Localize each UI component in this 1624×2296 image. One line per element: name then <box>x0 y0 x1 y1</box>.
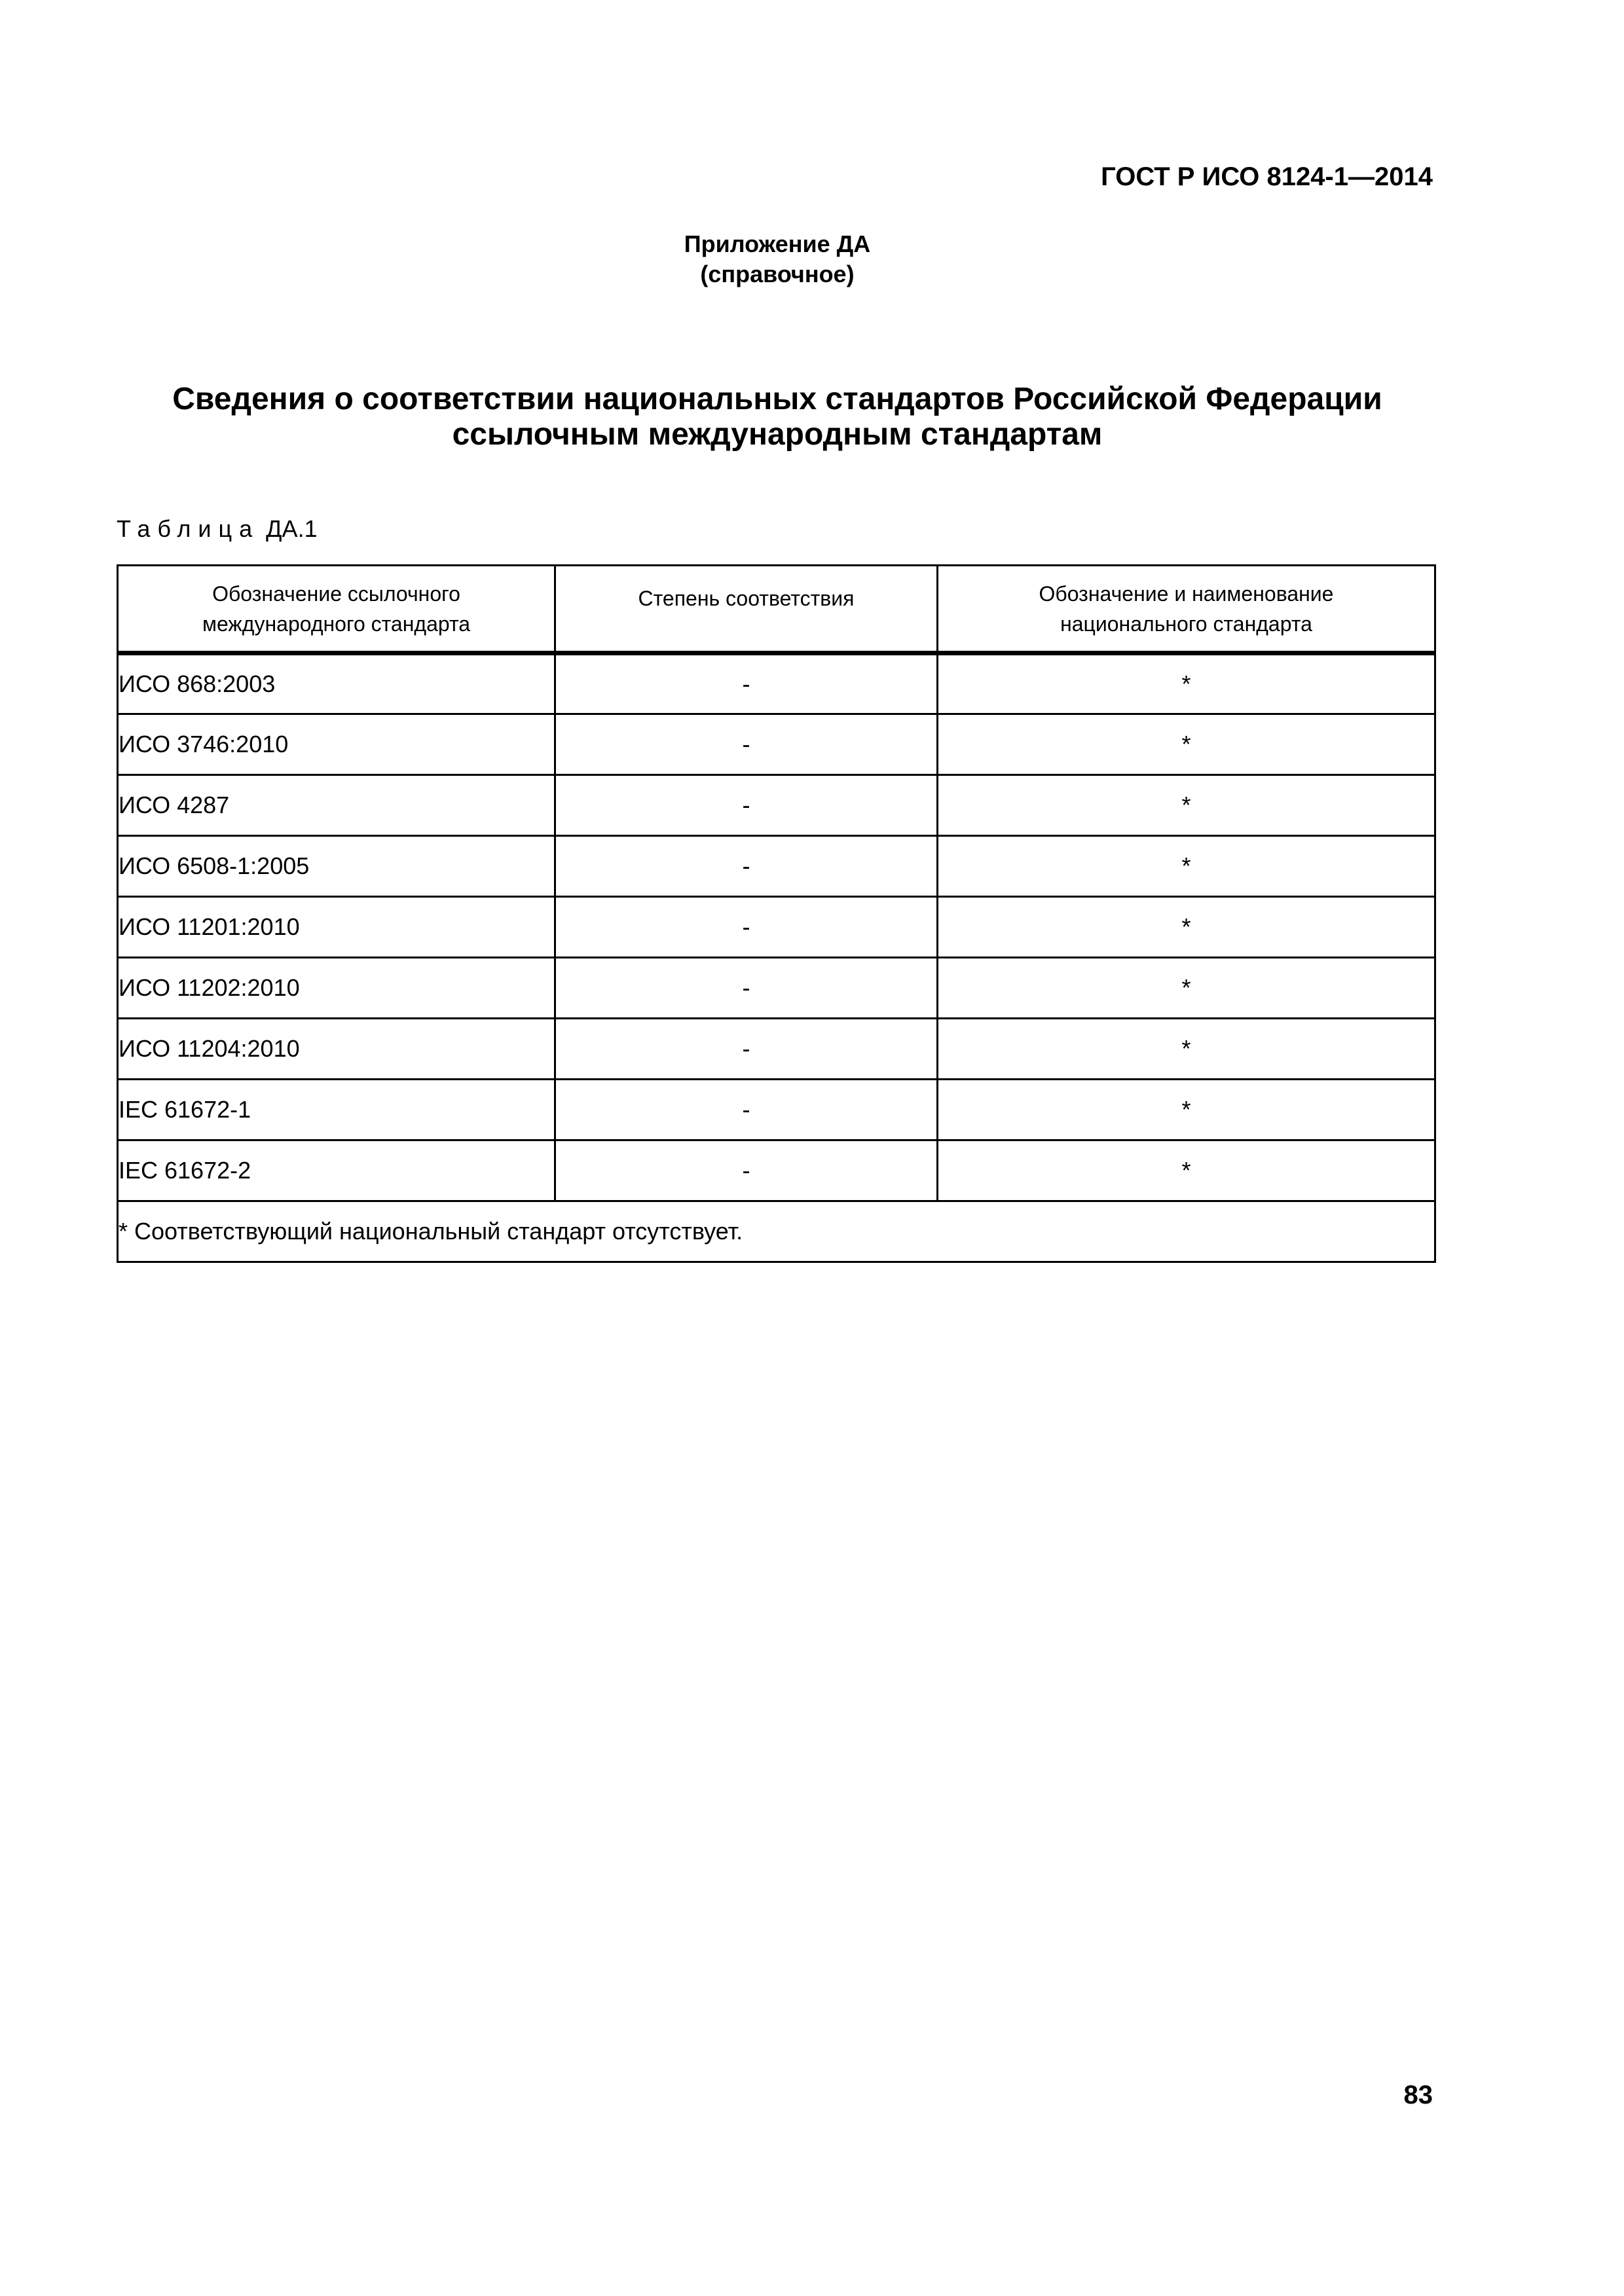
page-number: 83 <box>1403 2081 1433 2109</box>
cell-reference-standard: ИСО 4287 <box>118 775 555 836</box>
cell-national-standard: * <box>938 1019 1435 1080</box>
cell-degree: - <box>555 714 938 775</box>
cell-degree: - <box>555 1080 938 1140</box>
appendix-title: Приложение ДА <box>684 230 871 257</box>
table-footnote-row <box>118 1201 1435 1262</box>
cell-national-standard: * <box>938 1080 1435 1140</box>
standards-correspondence-table <box>117 564 1436 1263</box>
cell-reference-standard: IEC 61672-2 <box>118 1140 555 1201</box>
cell-reference-standard: ИСО 11202:2010 <box>118 958 555 1019</box>
table-row <box>118 714 1435 775</box>
cell-degree: - <box>555 958 938 1019</box>
cell-degree: - <box>555 775 938 836</box>
cell-degree: - <box>555 897 938 958</box>
table-row <box>118 653 1435 714</box>
cell-national-standard: * <box>938 1140 1435 1201</box>
table-row <box>118 958 1435 1019</box>
document-code: ГОСТ Р ИСО 8124-1—2014 <box>1101 162 1433 191</box>
cell-national-standard: * <box>938 714 1435 775</box>
cell-national-standard: * <box>938 897 1435 958</box>
cell-national-standard: * <box>938 958 1435 1019</box>
page-title-line-2: ссылочным международным стандартам <box>452 417 1103 452</box>
header-degree-of-correspondence: Степень соответствия <box>555 566 938 653</box>
cell-reference-standard: ИСО 11201:2010 <box>118 897 555 958</box>
cell-reference-standard: IEC 61672-1 <box>118 1080 555 1140</box>
appendix-heading <box>0 229 1555 289</box>
page-title-line-1: Сведения о соответствии национальных стандартов Российской Федерации <box>172 382 1382 416</box>
table-header-row <box>118 566 1435 653</box>
table-row <box>118 775 1435 836</box>
cell-reference-standard: ИСО 11204:2010 <box>118 1019 555 1080</box>
cell-national-standard: * <box>938 836 1435 897</box>
cell-reference-standard: ИСО 3746:2010 <box>118 714 555 775</box>
table-row <box>118 836 1435 897</box>
cell-degree: - <box>555 653 938 714</box>
cell-degree: - <box>555 1019 938 1080</box>
table-caption <box>117 517 318 541</box>
cell-reference-standard: ИСО 868:2003 <box>118 653 555 714</box>
table-row <box>118 897 1435 958</box>
header-national-standard: Обозначение и наименование национального стандарта <box>938 566 1435 653</box>
cell-reference-standard: ИСО 6508-1:2005 <box>118 836 555 897</box>
cell-national-standard: * <box>938 653 1435 714</box>
cell-national-standard: * <box>938 775 1435 836</box>
table-caption-word: Таблица <box>117 515 260 542</box>
cell-degree: - <box>555 1140 938 1201</box>
table-caption-number: ДА.1 <box>266 515 318 542</box>
table-row <box>118 1080 1435 1140</box>
appendix-subtitle: (справочное) <box>700 261 855 287</box>
header-reference-standard: Обозначение ссылочного международного стандарта <box>118 566 555 653</box>
table-footnote: * Соответствующий национальный стандарт отсутствует. <box>118 1201 1435 1262</box>
cell-degree: - <box>555 836 938 897</box>
table-row <box>118 1019 1435 1080</box>
table-row <box>118 1140 1435 1201</box>
page-title <box>0 382 1555 452</box>
